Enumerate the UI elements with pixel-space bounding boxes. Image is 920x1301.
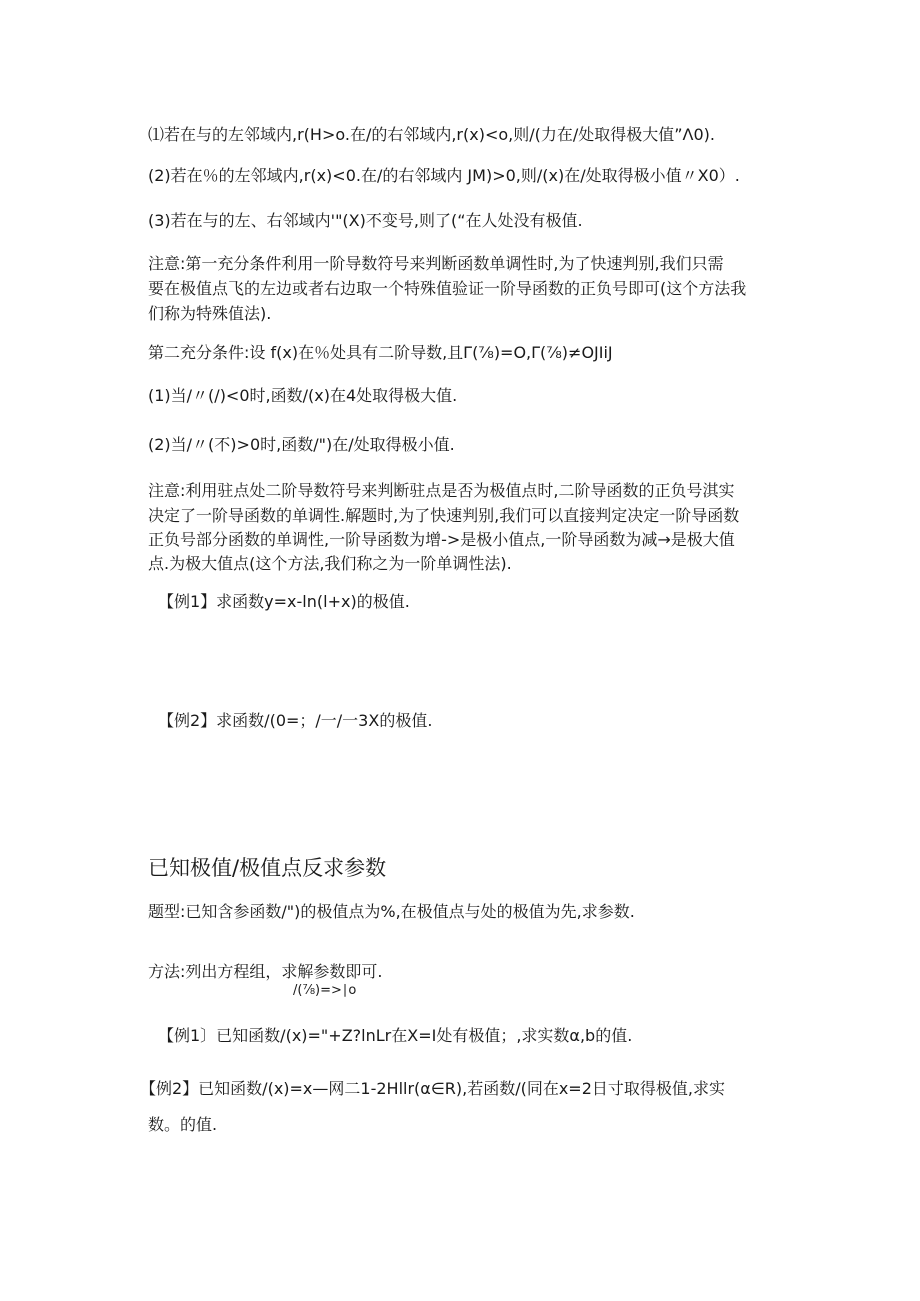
- example-1: 【例1】求函数y=x-ln(l+x)的极值.: [158, 592, 410, 611]
- note1-line-2: 要在极值点飞的左边或者右边取一个特殊值验证一阶导函数的正负号即可(这个方法我: [148, 279, 747, 298]
- note1-line-3: 们称为特殊值法).: [148, 304, 272, 323]
- condition-2: (2)若在％的左邻域内,r(x)<0.在/的右邻域内 JM)>0,则/(x)在/处取得极小值〃X0）.: [148, 166, 740, 185]
- second-condition: 第二充分条件:设 f(x)在％处具有二阶导数,且Γ(⅞)=O,Γ(⅞)≠OJIiJ: [148, 343, 613, 362]
- second-case-1: (1)当/〃(/)<0时,函数/(x)在4处取得极大值.: [148, 386, 458, 405]
- example-4-line-2: 数。的值.: [148, 1115, 218, 1134]
- note2-line-2: 决定了一阶导函数的单调性.解题时,为了快速判别,我们可以直接判定决定一阶导函数: [148, 506, 740, 525]
- note1-line-1: 注意:第一充分条件利用一阶导数符号来判断函数单调性时,为了快速判别,我们只需: [148, 254, 724, 273]
- note2-line-1: 注意:利用驻点处二阶导数符号来判断驻点是否为极值点时,二阶导函数的正负号淇实: [148, 481, 735, 500]
- question-type: 题型:已知含参函数/")的极值点为%,在极值点与处的极值为先,求参数.: [148, 902, 635, 921]
- example-2: 【例2】求函数/(0=；/一/一3X的极值.: [158, 711, 433, 730]
- note2-line-4: 点.为极大值点(这个方法,我们称之为一阶单调性法).: [148, 554, 512, 573]
- method-formula: /(⅞)=>∣o: [293, 983, 357, 998]
- condition-1: ⑴若在与的左邻域内,r(H>o.在/的右邻域内,r(x)<o,则/(力在/处取得极大值”Λ0).: [148, 125, 715, 144]
- condition-3: (3)若在与的左、右邻域内'"(X)不变号,则了(“在人处没有极值.: [148, 211, 583, 230]
- example-4-line-1: 【例2】已知函数/(x)=x—网二1-2Hllr(α∈R),若函数/(同在x=2日寸取得极值,求实: [140, 1079, 725, 1098]
- section-title: 已知极值/极值点反求参数: [148, 856, 387, 880]
- second-case-2: (2)当/〃(不)>0时,函数/")在/处取得极小值.: [148, 435, 455, 454]
- method: 方法:列出方程组，求解参数即可.: [148, 962, 383, 981]
- example-3: 【例1〕已知函数/(x)="+Z?lnLr在X=I处有极值；,求实数α,b的值.: [158, 1026, 633, 1045]
- note2-line-3: 正负号部分函数的单调性,一阶导函数为增->是极小值点,一阶导函数为减→是极大值: [148, 530, 735, 549]
